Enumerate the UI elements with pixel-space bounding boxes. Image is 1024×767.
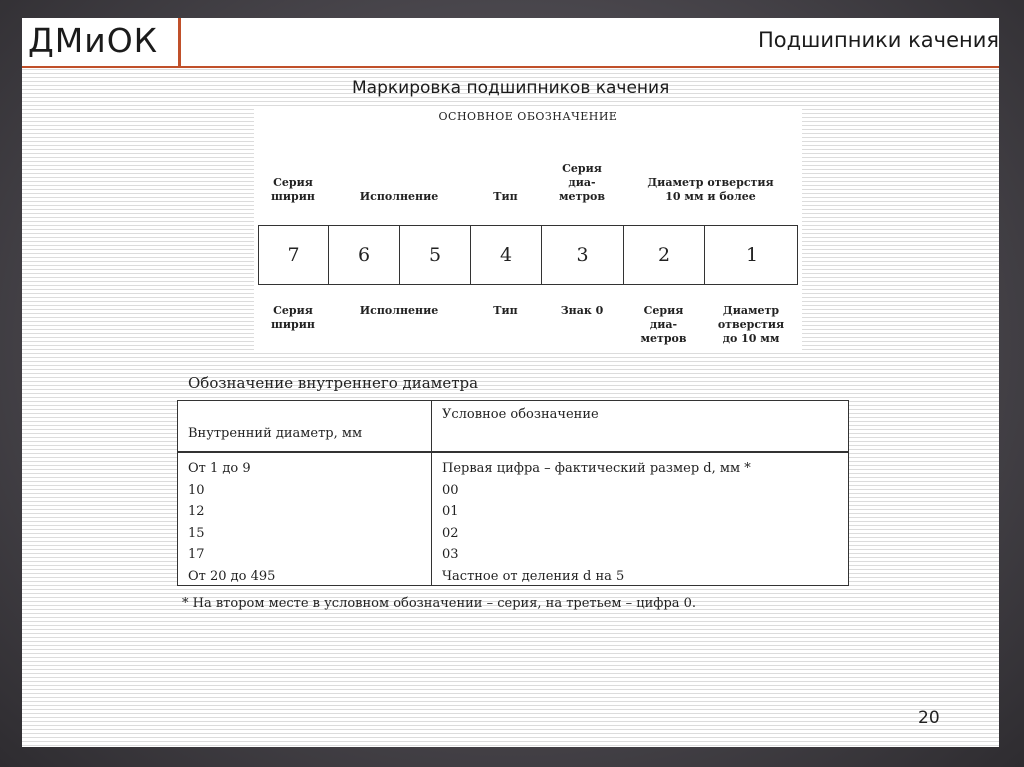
table-cell: Частное от деления d на 5 [442,568,625,584]
page-number: 20 [918,708,940,728]
label-type-top: Тип [493,190,518,203]
diameter-table [177,400,849,586]
table-cell: 03 [442,547,459,562]
label-bore-small-bottom: Диаметр отверстия до 10 мм [717,304,785,345]
table-cell: 01 [442,504,459,519]
footnote: * На втором месте в условном обозначении – серия, на третьем – цифра 0. [182,596,697,611]
brand-title: ДМиОК [28,21,159,60]
digit-cell: 6 [329,226,400,284]
table-cell: 10 [188,482,205,498]
digit-cell: 3 [542,226,624,284]
diameter-table-caption: Обозначение внутреннего диаметра [188,374,479,392]
digit-cell: 5 [400,226,471,284]
label-execution-top: Исполнение [359,190,439,203]
table-cell: 02 [442,525,459,541]
scheme-title: ОСНОВНОЕ ОБОЗНАЧЕНИЕ [438,110,618,123]
section-title: Подшипники качения [757,28,999,52]
marking-scheme [254,106,802,352]
column-designation [442,458,751,587]
label-zero-sign-bottom: Знак 0 [560,304,604,317]
table-cell: 12 [188,504,205,519]
table-cell: 00 [442,482,459,498]
table-cell: От 1 до 9 [188,461,251,476]
header-inner-diameter: Внутренний диаметр, мм [188,426,363,441]
digit-cell: 4 [471,226,542,284]
slide [22,18,999,747]
digit-cell: 1 [745,244,759,266]
digit-cell: 2 [624,226,705,284]
label-width-series-bottom: Серия ширин [271,304,315,331]
label-bore-large-top: Диаметр отверстия 10 мм и более [647,176,774,203]
label-type-bottom: Тип [493,304,518,317]
label-diameter-series-top: Серия диа- метров [558,162,606,203]
column-inner-diameter [188,458,275,587]
digit-cell: 7 [259,226,329,284]
header-rule [22,66,999,68]
slide-header [22,18,999,68]
table-cell: 17 [188,547,205,562]
table-header-divider [178,451,848,453]
label-execution-bottom: Исполнение [359,304,439,317]
header-designation: Условное обозначение [442,407,599,422]
label-width-series-top: Серия ширин [271,176,315,203]
table-column-divider [431,401,432,585]
digit-row [258,225,798,285]
table-cell: От 20 до 495 [188,568,276,584]
slide-title: Маркировка подшипников качения [352,78,670,98]
label-diameter-series-bottom: Серия диа- метров [640,304,687,345]
table-cell: 15 [188,525,205,541]
table-cell: Первая цифра – фактический размер d, мм * [442,461,751,476]
header-divider [178,18,181,68]
